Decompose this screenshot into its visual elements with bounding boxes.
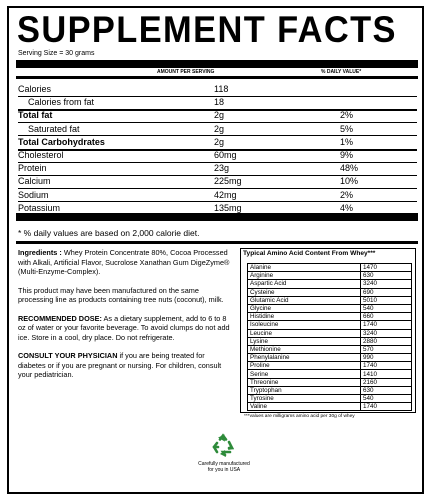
nutrient-daily-value: 1% <box>340 136 354 147</box>
amino-acid-name: Lysine <box>248 337 361 345</box>
thick-rule-header <box>16 76 418 79</box>
dose-text: As a dietary supplement, add to 6 to 8 oz of water or your favorite beverage. To avoid clumps do not add ice. Store in a cool, dry place. Do not refrigerate. <box>18 313 230 342</box>
amino-acid-name: Threonine <box>248 378 361 386</box>
nutrient-row <box>18 176 417 188</box>
nutrient-divider <box>18 96 417 97</box>
nutrient-label: Protein <box>18 163 47 174</box>
nutrient-daily-value: 2% <box>340 189 354 200</box>
thick-rule-footnote <box>16 241 418 244</box>
nutrient-row <box>18 137 417 149</box>
nutrient-daily-value: 2% <box>340 110 354 121</box>
nutrient-amount: 225mg <box>214 176 242 187</box>
nutrient-row <box>18 110 417 122</box>
amino-acid-note: ***values are milligrams amino acid per 30g of whey <box>244 414 355 419</box>
amino-acid-row <box>248 288 412 296</box>
amino-acid-row <box>248 264 412 272</box>
serving-size: Serving Size = 30 grams <box>18 50 95 57</box>
consult-block <box>18 351 230 380</box>
nutrient-row <box>18 97 417 109</box>
nutrient-divider <box>18 162 417 163</box>
made-in-usa-text: Carefully manufactured for you in USA <box>198 461 250 473</box>
nutrient-amount: 2g <box>214 136 225 147</box>
nutrient-label: Saturated fat <box>28 123 80 134</box>
nutrient-divider <box>18 135 417 136</box>
nutrient-label: Sodium <box>18 189 49 200</box>
amount-column-header: AMOUNT PER SERVING <box>157 69 215 75</box>
daily-value-footnote: * % daily values are based on 2,000 calorie diet. <box>18 228 200 238</box>
supplement-facts-panel <box>7 6 424 494</box>
amino-acid-row <box>248 321 412 329</box>
ingredients-block <box>18 248 230 277</box>
nutrient-amount: 42mg <box>214 189 237 200</box>
amino-acid-row <box>248 386 412 394</box>
amino-acid-value: 540 <box>361 304 412 312</box>
amino-acid-name: Glycine <box>248 304 361 312</box>
nutrient-row <box>18 163 417 175</box>
amino-acid-value: 630 <box>361 272 412 280</box>
thick-rule-top <box>16 60 418 68</box>
nutrient-daily-value: 48% <box>340 163 359 174</box>
amino-acid-row <box>248 337 412 345</box>
amino-acid-name: Proline <box>248 362 361 370</box>
amino-acid-name: Aspartic Acid <box>248 280 361 288</box>
nutrient-label: Cholesterol <box>18 150 64 160</box>
allergen-statement: This product may have been manufactured on the same processing line as products containing tree nuts (coconut), milk. <box>18 285 224 304</box>
amino-acid-value: 3240 <box>361 280 412 288</box>
nutrient-divider <box>18 149 417 151</box>
amino-acid-row <box>248 378 412 386</box>
amino-acid-value: 5010 <box>361 296 412 304</box>
dose-block <box>18 314 230 343</box>
amino-acid-row <box>248 354 412 362</box>
amino-acid-value: 690 <box>361 288 412 296</box>
amino-acid-name: Tryptophan <box>248 386 361 394</box>
amino-acid-box <box>240 248 416 413</box>
ingredients-heading: Ingredients : <box>18 248 62 257</box>
amino-acid-name: Valine <box>248 403 361 411</box>
amino-acid-row <box>248 403 412 411</box>
ingredients-text: Whey Protein Concentrate 80%, Cocoa Processed with Alkali, Artificial Flavor, Sucrolose Xanathan Gum DigeZyme® (Multi-Enzyme-Complex). <box>18 248 230 276</box>
amino-acid-value: 1740 <box>361 403 412 411</box>
amino-acid-value: 1410 <box>361 370 412 378</box>
amino-acid-row <box>248 296 412 304</box>
recycle-icon <box>211 433 237 459</box>
nutrient-amount: 23g <box>214 163 230 174</box>
consult-heading: CONSULT YOUR PHYSICIAN <box>18 351 118 360</box>
nutrient-label: Calories from fat <box>28 97 95 108</box>
amino-acid-value: 1470 <box>361 264 412 272</box>
nutrient-row <box>18 190 417 202</box>
amino-acid-name: Cysteine <box>248 288 361 296</box>
nutrient-label: Potassium <box>18 202 61 213</box>
amino-acid-title: Typical Amino Acid Content From Whey*** <box>243 250 376 257</box>
nutrient-label: Calories <box>18 84 52 94</box>
nutrient-amount: 18 <box>214 97 225 108</box>
amino-acid-row <box>248 395 412 403</box>
nutrient-amount: 2g <box>214 123 225 134</box>
thick-rule-bottom <box>16 213 418 221</box>
nutrient-row <box>18 124 417 136</box>
amino-acid-name: Histidine <box>248 313 361 321</box>
amino-acid-value: 990 <box>361 354 412 362</box>
nutrient-divider <box>18 122 417 123</box>
amino-acid-row <box>248 304 412 312</box>
nutrient-divider <box>18 175 417 176</box>
amino-acid-row <box>248 280 412 288</box>
nutrient-row <box>18 150 417 162</box>
panel-title: SUPPLEMENT FACTS <box>17 9 397 50</box>
nutrient-daily-value: 10% <box>340 176 359 187</box>
amino-acid-value: 660 <box>361 313 412 321</box>
nutrient-divider <box>18 201 417 202</box>
amino-acid-table <box>247 263 412 411</box>
amino-acid-name: Arginine <box>248 272 361 280</box>
amino-acid-name: Tyrosine <box>248 395 361 403</box>
amino-acid-row <box>248 329 412 337</box>
dose-heading: RECOMMENDED DOSE: <box>18 313 102 323</box>
label-text-column <box>18 248 230 389</box>
consult-text: if you are being treated for diabetes or if you are pregnant or nursing. For children, consult your pediatrician. <box>18 351 222 379</box>
nutrient-label: Total fat <box>18 110 53 121</box>
amino-acid-value: 540 <box>361 395 412 403</box>
amino-acid-row <box>248 313 412 321</box>
amino-acid-value: 2160 <box>361 378 412 386</box>
amino-acid-value: 630 <box>361 386 412 394</box>
amino-acid-row <box>248 370 412 378</box>
amino-acid-name: Alanine <box>248 264 361 272</box>
nutrient-label: Calcium <box>18 176 51 187</box>
nutrient-amount: 135mg <box>214 202 242 213</box>
nutrient-daily-value: 9% <box>340 150 354 160</box>
amino-acid-name: Glutamic Acid <box>248 296 361 304</box>
nutrient-daily-value: 5% <box>340 123 354 134</box>
amino-acid-row <box>248 362 412 370</box>
nutrient-divider <box>18 109 417 111</box>
nutrient-amount: 2g <box>214 110 225 121</box>
amino-acid-name: Methionine <box>248 345 361 353</box>
amino-acid-value: 1740 <box>361 321 412 329</box>
amino-acid-name: Serine <box>248 370 361 378</box>
amino-acid-value: 3240 <box>361 329 412 337</box>
amino-acid-name: Leucine <box>248 329 361 337</box>
amino-acid-name: Isoleucine <box>248 321 361 329</box>
nutrient-label: Total Carbohydrates <box>18 136 105 147</box>
amino-acid-value: 2880 <box>361 337 412 345</box>
nutrient-daily-value: 4% <box>340 202 354 213</box>
nutrient-amount: 60mg <box>214 150 237 160</box>
amino-acid-row <box>248 345 412 353</box>
nutrient-divider <box>18 188 417 189</box>
nutrient-row <box>18 84 417 96</box>
amino-acid-name: Phenylalanine <box>248 354 361 362</box>
nutrient-amount: 118 <box>214 84 229 94</box>
dv-column-header: % DAILY VALUE* <box>321 69 362 75</box>
amino-acid-value: 1740 <box>361 362 412 370</box>
amino-acid-value: 570 <box>361 345 412 353</box>
amino-acid-row <box>248 272 412 280</box>
